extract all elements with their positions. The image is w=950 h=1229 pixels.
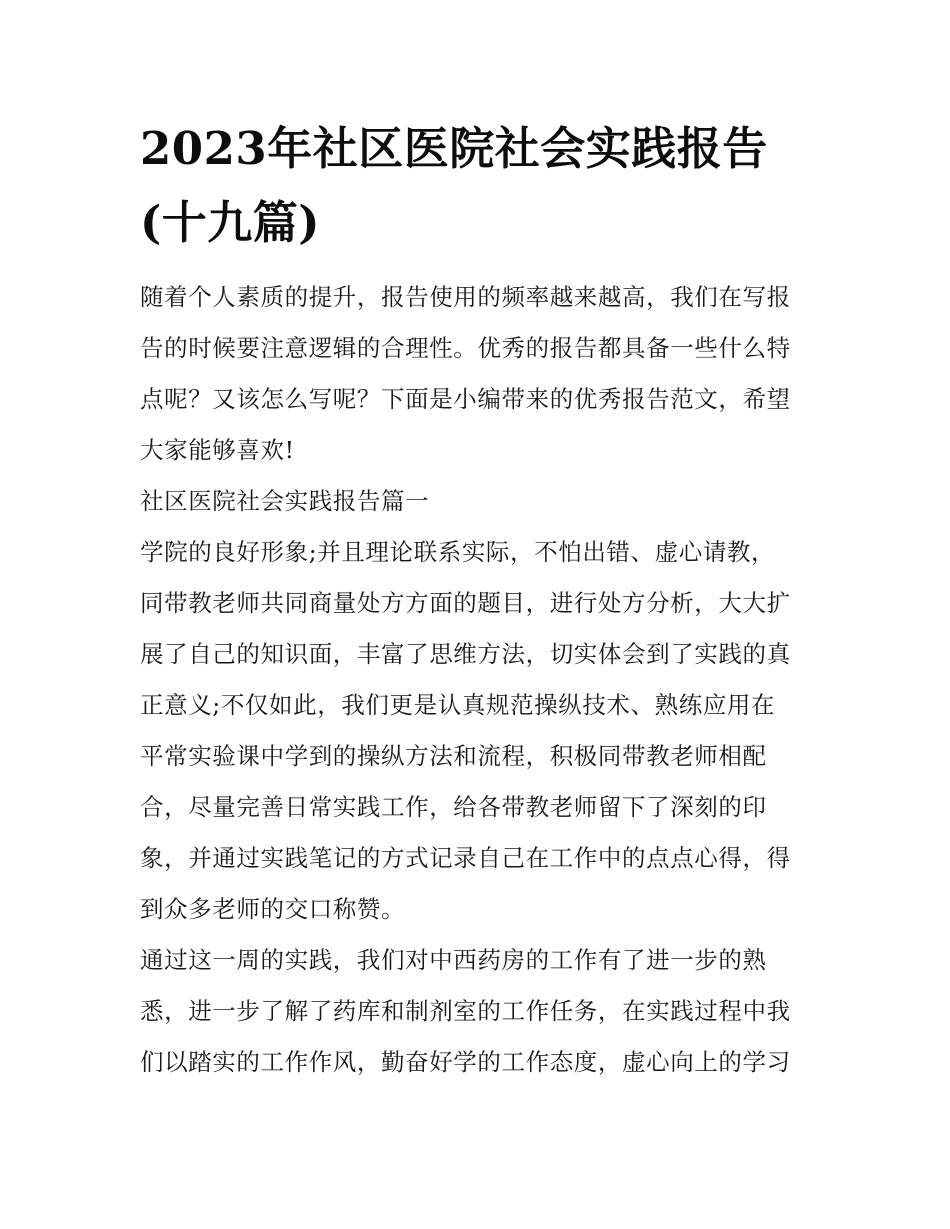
text-line: 到众多老师的交口称赞。 [140, 895, 406, 923]
body-paragraph-2 [140, 935, 812, 1088]
text-line: 展了自己的知识面，丰富了思维方法，切实体会到了实践的真 [140, 640, 791, 668]
text-line: 正意义;不仅如此，我们更是认真规范操纵技术、熟练应用在 [140, 691, 776, 719]
intro-paragraph [140, 272, 812, 476]
text-line: 们以踏实的工作作风，勤奋好学的工作态度，虚心向上的学习 [140, 1048, 791, 1076]
page-title [140, 112, 812, 260]
text-line: 随着个人素质的提升，报告使用的频率越来越高，我们在写报 [140, 283, 791, 311]
body-paragraph-1 [140, 527, 812, 935]
document-content [140, 112, 812, 1088]
section-heading [140, 476, 812, 527]
title-line: 2023年社区医院社会实践报告 [140, 122, 768, 175]
text-line: 同带教老师共同商量处方方面的题目，进行处方分析，大大扩 [140, 589, 791, 617]
text-line: 通过这一周的实践，我们对中西药房的工作有了进一步的熟 [140, 946, 767, 974]
text-line: 学院的良好形象;并且理论联系实际，不怕出错、虚心请教， [140, 538, 776, 566]
text-line: 象，并通过实践笔记的方式记录自己在工作中的点点心得，得 [140, 844, 791, 872]
text-line: 合，尽量完善日常实践工作，给各带教老师留下了深刻的印 [140, 793, 767, 821]
text-line: 告的时候要注意逻辑的合理性。优秀的报告都具备一些什么特 [140, 334, 791, 362]
text-line: 点呢？又该怎么写呢？下面是小编带来的优秀报告范文，希望 [140, 385, 791, 413]
title-line: (十九篇) [140, 196, 321, 249]
text-line: 大家能够喜欢! [140, 436, 295, 464]
text-line: 平常实验课中学到的操纵方法和流程，积极同带教老师相配 [140, 742, 767, 770]
section-heading-text: 社区医院社会实践报告篇一 [140, 487, 430, 515]
text-line: 悉，进一步了解了药库和制剂室的工作任务，在实践过程中我 [140, 997, 791, 1025]
document-body [140, 272, 812, 1088]
